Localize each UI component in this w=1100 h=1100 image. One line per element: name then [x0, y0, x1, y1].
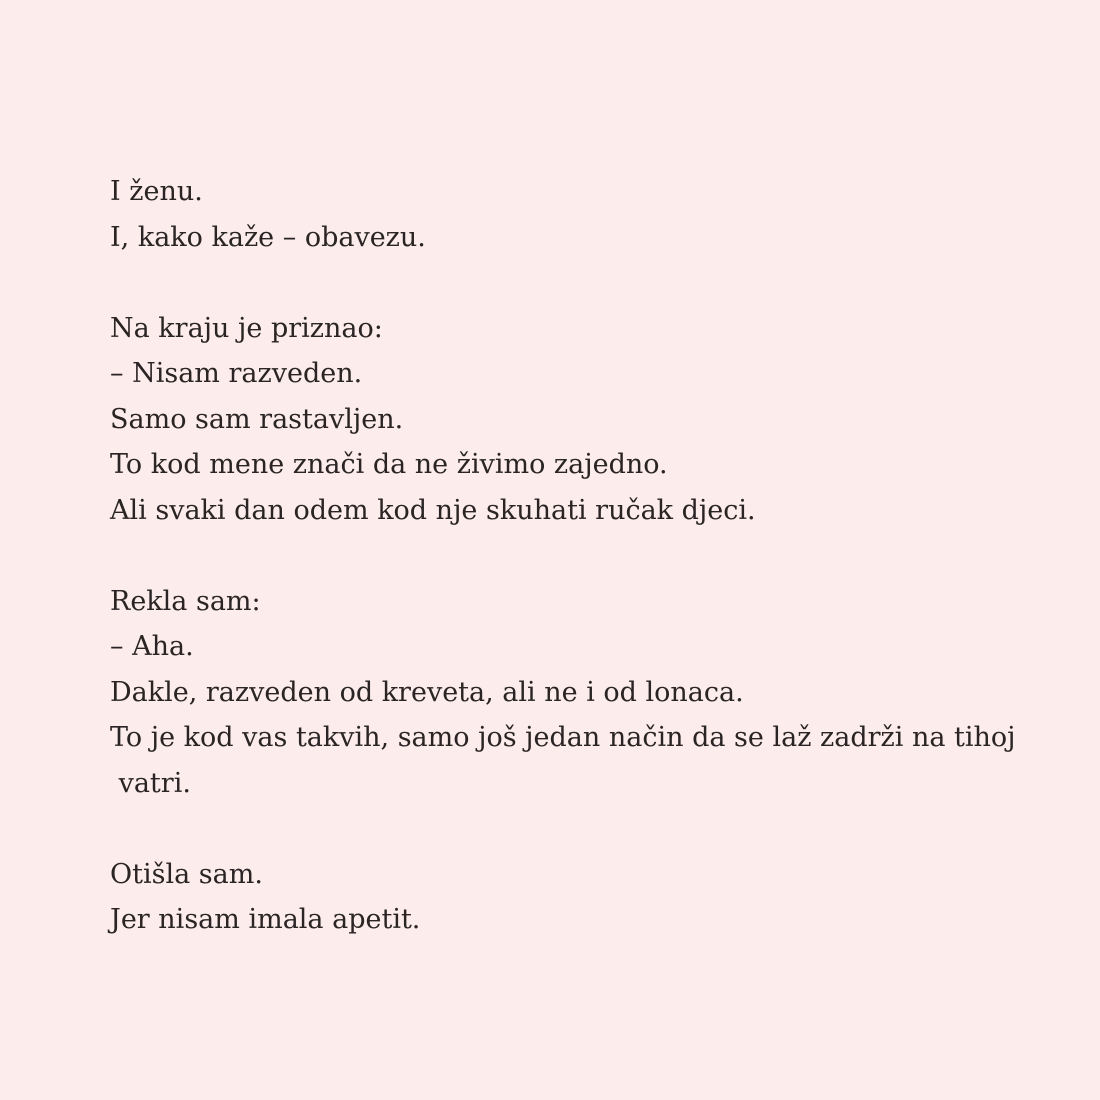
poem-line: Jer nisam imala apetit. — [110, 904, 421, 935]
poem-line: To kod mene znači da ne živimo zajedno. — [110, 449, 668, 480]
poem-line: Na kraju je priznao: — [110, 312, 383, 344]
poem-line: vatri. — [110, 767, 191, 799]
stanza-2 — [110, 306, 1100, 534]
poem-line: – Aha. — [110, 631, 194, 662]
stanza-1 — [110, 169, 1100, 260]
stanza-3 — [110, 579, 1100, 807]
poem-line: Otišla sam. — [110, 858, 263, 890]
poem-line: I, kako kaže – obavezu. — [110, 221, 426, 253]
poem-line: Dakle, razveden od kreveta, ali ne i od lonaca. — [110, 676, 744, 708]
poem-line: I ženu. — [110, 176, 203, 207]
poem-line: – Nisam razveden. — [110, 358, 363, 389]
poem-line: To je kod vas takvih, samo još jedan način da se laž zadrži na tihoj — [110, 722, 1016, 753]
stanza-4 — [110, 852, 1100, 943]
poem-line: Rekla sam: — [110, 585, 261, 617]
poem-line: Ali svaki dan odem kod nje skuhati ručak djeci. — [110, 494, 756, 526]
poem-line: Samo sam rastavljen. — [110, 403, 404, 435]
